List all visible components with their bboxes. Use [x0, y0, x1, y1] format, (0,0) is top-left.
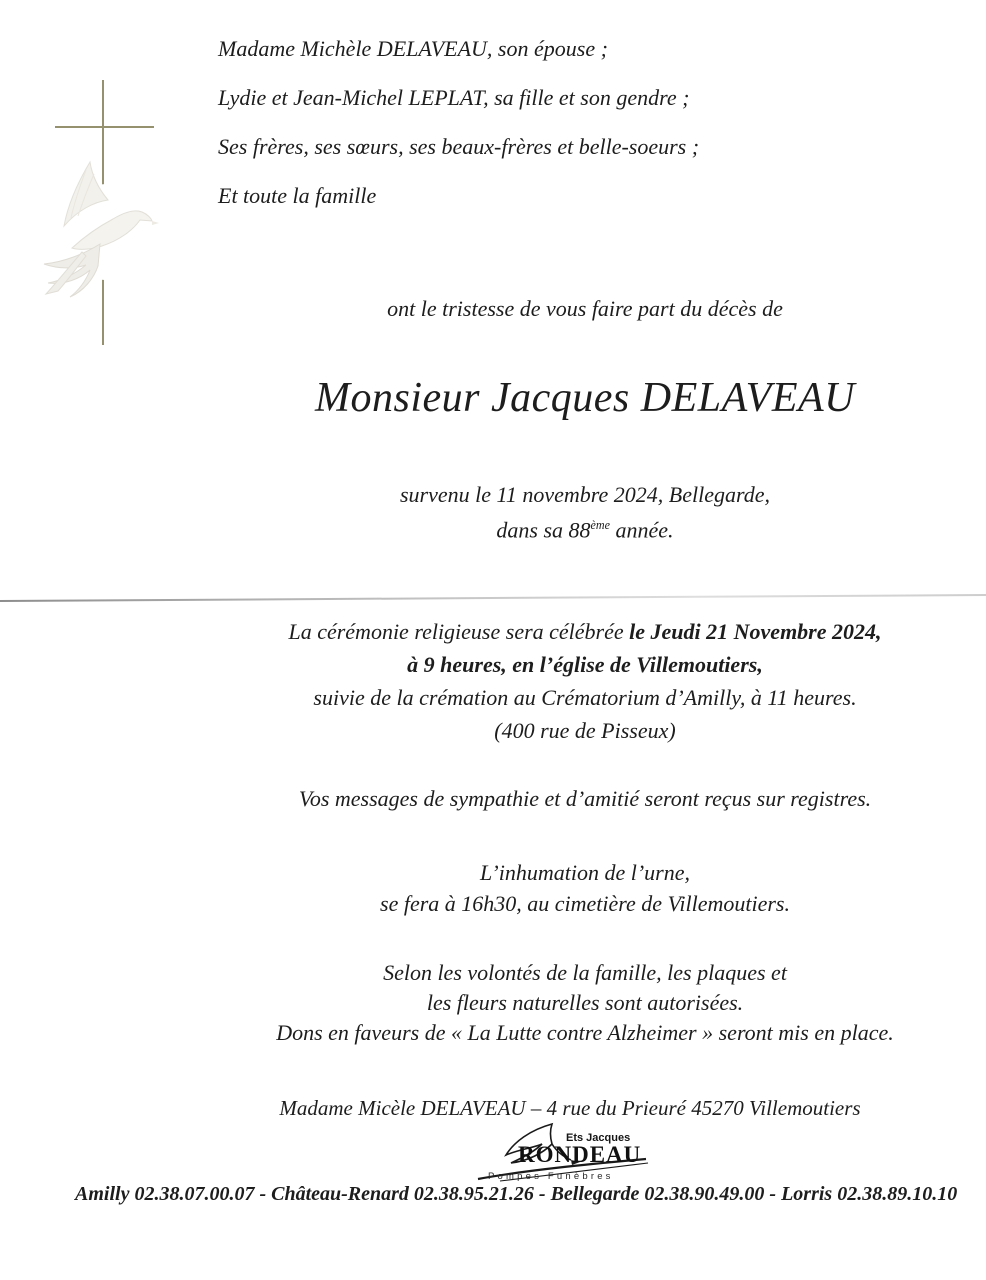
- logo-company-name: RONDEAU: [518, 1142, 642, 1167]
- ceremony-line-3: suivie de la crémation au Crématorium d’Amilly, à 11 heures.: [313, 685, 857, 710]
- family-line-siblings: Ses frères, ses sœurs, ses beaux-frères et belle-soeurs ;: [218, 134, 700, 159]
- cross-horizontal-bar: [55, 126, 154, 128]
- announcement-intro: ont le tristesse de vous faire part du décès de: [387, 296, 783, 321]
- logo-subtitle: Pompes Funèbres: [488, 1171, 614, 1182]
- family-lines: [218, 24, 699, 220]
- death-age-line: dans sa 88ème année.: [496, 517, 674, 543]
- ceremony-details: [180, 615, 986, 747]
- funeral-home-logo: [472, 1122, 662, 1186]
- inhumation-line-1: L’inhumation de l’urne,: [480, 860, 690, 885]
- family-line-spouse: Madame Michèle DELAVEAU, son épouse ;: [218, 36, 608, 61]
- fold-crease: [0, 594, 986, 602]
- ceremony-line-4: (400 rue de Pisseux): [494, 718, 676, 743]
- ceremony-line-1: La cérémonie religieuse sera célébrée le Jeudi 21 Novembre 2024,: [288, 619, 882, 644]
- wishes-line-1: Selon les volontés de la famille, les plaques et: [383, 960, 787, 985]
- inhumation-details: [180, 857, 986, 919]
- family-line-children: Lydie et Jean-Michel LEPLAT, sa fille et son gendre ;: [218, 85, 690, 110]
- inhumation-line-2: se fera à 16h30, au cimetière de Villemoutiers.: [380, 891, 790, 916]
- ceremony-line-2: à 9 heures, en l’église de Villemoutiers,: [407, 652, 763, 677]
- wishes-line-2: les fleurs naturelles sont autorisées.: [426, 990, 744, 1015]
- logo-ets-label: Ets Jacques: [566, 1132, 631, 1144]
- death-details: [180, 480, 986, 545]
- wishes-line-3: Dons en faveurs de « La Lutte contre Alzheimer » seront mis en place.: [276, 1020, 894, 1045]
- agency-phone-numbers: Amilly 02.38.07.00.07 - Château-Renard 02.38.95.21.26 - Bellegarde 02.38.90.49.00 - Lorris 02.38.89.10.10: [75, 1183, 958, 1205]
- age-ordinal-superscript: ème: [590, 518, 611, 532]
- family-wishes: [180, 958, 986, 1048]
- contact-address: Madame Micèle DELAVEAU – 4 rue du Prieuré 45270 Villemoutiers: [279, 1096, 861, 1120]
- family-line-all: Et toute la famille: [218, 183, 377, 208]
- death-date-line: survenu le 11 novembre 2024, Bellegarde,: [399, 482, 771, 507]
- dove-icon: [28, 156, 180, 306]
- registers-note: Vos messages de sympathie et d’amitié seront reçus sur registres.: [298, 786, 872, 811]
- deceased-name: Monsieur Jacques DELAVEAU: [315, 375, 855, 421]
